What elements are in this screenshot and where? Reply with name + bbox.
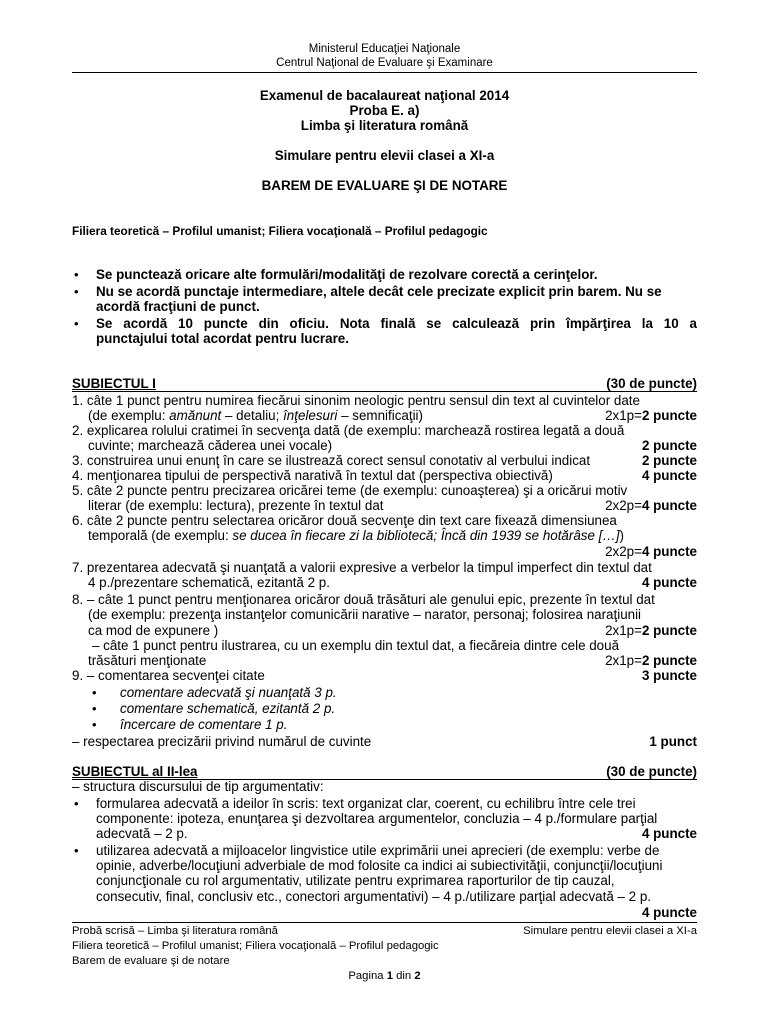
item-6-text: 6. câte 2 puncte pentru selectarea oricăror două secvenţe din text care fixează dimensiunea xyxy=(72,513,617,528)
section-title: SUBIECTUL I xyxy=(72,376,156,391)
item-8-text-cont: (de exemplu: prezenţa instanţelor comunicării narative – narator, personaj; folosirea naraţiunii xyxy=(88,607,642,622)
item-7-points: 4 puncte xyxy=(641,575,697,590)
bullet-icon: • xyxy=(74,284,79,299)
bullet-icon: • xyxy=(92,717,97,732)
word-count-criterion: – respectarea precizării privind numărul de cuvinte xyxy=(72,734,372,749)
item-7-text: 7. prezentarea adecvată şi nuanţată a valorii expresive a verbelor la timpul imperfect din textul dat xyxy=(72,560,652,575)
item-9-points: 3 puncte xyxy=(641,668,697,683)
bullet-icon: • xyxy=(74,267,79,282)
item-6-example: temporală (de exemplu: se ducea în fiecare zi la bibliotecă; Încă din 1939 se hotărâse […]) xyxy=(88,528,624,543)
ministry-name: Ministerul Educaţiei Naţionale xyxy=(308,43,461,55)
item-7-text-cont: 4 p./prezentare schematică, ezitantă 2 p. xyxy=(88,575,330,590)
item-4-points: 4 puncte xyxy=(641,468,697,483)
footer-simulation: Simulare pentru elevii clasei a XI-a xyxy=(523,925,697,937)
item-8-sub-text: – câte 1 punct pentru ilustrarea, cu un exemplu din textul dat, a fiecăreia dintre cele două xyxy=(92,638,620,653)
criterion-2-points: 4 puncte xyxy=(641,905,697,920)
criterion-2-text-cont: consecutiv, final, conclusiv etc., conectori argumentativi) – 4 p./utilizare parţial adecvată – 2 p. xyxy=(96,889,651,904)
center-name: Centrul Naţional de Evaluare şi Examinare xyxy=(276,57,493,69)
rule-item-cont: punctajului total acordat pentru lucrare. xyxy=(96,331,349,346)
footer-divider xyxy=(72,922,697,923)
bullet-icon: • xyxy=(74,796,79,811)
criterion-2-text: utilizarea adecvată a mijloacelor lingvistice utile exprimării unei aprecieri (de exemplu: verbe de xyxy=(96,843,660,858)
section-heading-subiect-2 xyxy=(72,764,697,779)
criterion-1-text: formularea adecvată a ideilor în scris: text organizat clar, coerent, cu echilibru între cele trei xyxy=(96,796,636,811)
rule-item: Se punctează oricare alte formulări/modalităţi de rezolvare corectă a cerinţelor. xyxy=(96,267,598,282)
item-2-points: 2 puncte xyxy=(641,438,697,453)
exam-title: Examenul de bacalaureat naţional 2014 xyxy=(259,88,510,103)
item-9-text: 9. – comentarea secvenţei citate xyxy=(72,668,265,683)
bullet-icon: • xyxy=(74,843,79,858)
criterion-2-text-cont: opinie, adverbe/locuţiuni adverbiale de mod folosite ca indici ai subiectivităţii, conjuncţii/locuţiuni xyxy=(96,858,663,873)
proba-title: Proba E. a) xyxy=(349,103,420,118)
section-title: SUBIECTUL al II-lea xyxy=(72,764,198,779)
bullet-icon: • xyxy=(74,316,79,331)
item-6-points: 2x2p=4 puncte xyxy=(605,544,697,559)
item-5-points: 2x2p=4 puncte xyxy=(605,498,697,513)
section-points: (30 de puncte) xyxy=(606,376,697,391)
item-3-points: 2 puncte xyxy=(641,453,697,468)
section-points: (30 de puncte) xyxy=(606,764,697,779)
simulation-title: Simulare pentru elevii clasei a XI-a xyxy=(274,148,495,163)
bullet-icon: • xyxy=(92,685,97,700)
item-1-text: 1. câte 1 punct pentru numirea fiecărui sinonim neologic pentru sensul din text al cuvintelor date xyxy=(72,393,640,408)
rule-item: Nu se acordă punctaje intermediare, altele decât cele precizate explicit prin barem. Nu se xyxy=(96,284,662,299)
item-8-text: 8. – câte 1 punct pentru menţionarea oricăror două trăsături ale genului epic, prezente în textul dat xyxy=(72,592,655,607)
subject-title: Limba şi literatura română xyxy=(300,118,469,133)
bullet-icon: • xyxy=(92,701,97,716)
item-8-points-1: 2x1p=2 puncte xyxy=(605,623,697,638)
item-3-text: 3. construirea unui enunţ în care se ilustrează corect sensul conotativ al verbului indicat xyxy=(72,453,591,468)
criterion-1-points: 4 puncte xyxy=(641,826,697,841)
argumentative-structure-text: – structura discursului de tip argumentativ: xyxy=(72,779,324,794)
footer-exam-type: Probă scrisă – Limba şi literatura română xyxy=(72,925,278,937)
item-9-criterion: comentare adecvată şi nuanţată 3 p. xyxy=(120,685,337,700)
word-count-points: 1 punct xyxy=(649,734,697,749)
section-heading-subiect-1 xyxy=(72,376,697,391)
item-5-text: 5. câte 2 puncte pentru precizarea oricărei teme (de exemplu: cunoaşterea) şi a oricărui motiv xyxy=(72,483,628,498)
item-1-example: (de exemplu: amănunt – detaliu; înţelesuri – semnificaţii) xyxy=(88,408,423,423)
section-divider xyxy=(72,391,697,392)
item-1-points: 2x1p=2 puncte xyxy=(605,408,697,423)
page-number: Pagina 1 din 2 xyxy=(348,970,421,982)
criterion-1-text-cont: adecvată – 2 p. xyxy=(96,826,188,841)
criterion-2-text-cont: conjuncţionale cu rol argumentativ, utilizate pentru exprimarea raporturilor de tip cauzal, xyxy=(96,873,615,888)
footer-profile: Filiera teoretică – Profilul umanist; Filiera vocaţională – Profilul pedagogic xyxy=(72,940,439,952)
rule-item: Se acordă 10 puncte din oficiu. Nota finală se calculează prin împărţirea la 10 a xyxy=(96,316,697,331)
item-9-criterion: încercare de comentare 1 p. xyxy=(120,717,288,732)
footer-document-name: Barem de evaluare şi de notare xyxy=(72,955,230,967)
item-9-criterion: comentare schematică, ezitantă 2 p. xyxy=(120,701,336,716)
barem-title: BAREM DE EVALUARE ŞI DE NOTARE xyxy=(261,178,508,193)
rule-item-cont: acordă fracţiuni de punct. xyxy=(96,299,260,314)
item-2-text: 2. explicarea rolului cratimei în secvenţa dată (de exemplu: marchează rostirea legată a două xyxy=(72,423,625,438)
item-8-text-cont: ca mod de expunere ) xyxy=(88,623,219,638)
criterion-1-text-cont: componente: ipoteza, enunţarea şi dezvoltarea argumentelor, concluzia – 4 p./formulare parţial xyxy=(96,811,658,826)
header-divider xyxy=(72,72,697,73)
profile-line: Filiera teoretică – Profilul umanist; Filiera vocaţională – Profilul pedagogic xyxy=(72,224,488,238)
item-5-text-cont: literar (de exemplu: lectura), prezente în textul dat xyxy=(88,498,384,513)
item-2-text-cont: cuvinte; marchează căderea unei vocale) xyxy=(88,438,333,453)
item-8-sub-text-cont: trăsături menţionate xyxy=(88,653,207,668)
item-4-text: 4. menţionarea tipului de perspectivă narativă în textul dat (perspectiva obiectivă) xyxy=(72,468,553,483)
item-8-points-2: 2x1p=2 puncte xyxy=(605,653,697,668)
